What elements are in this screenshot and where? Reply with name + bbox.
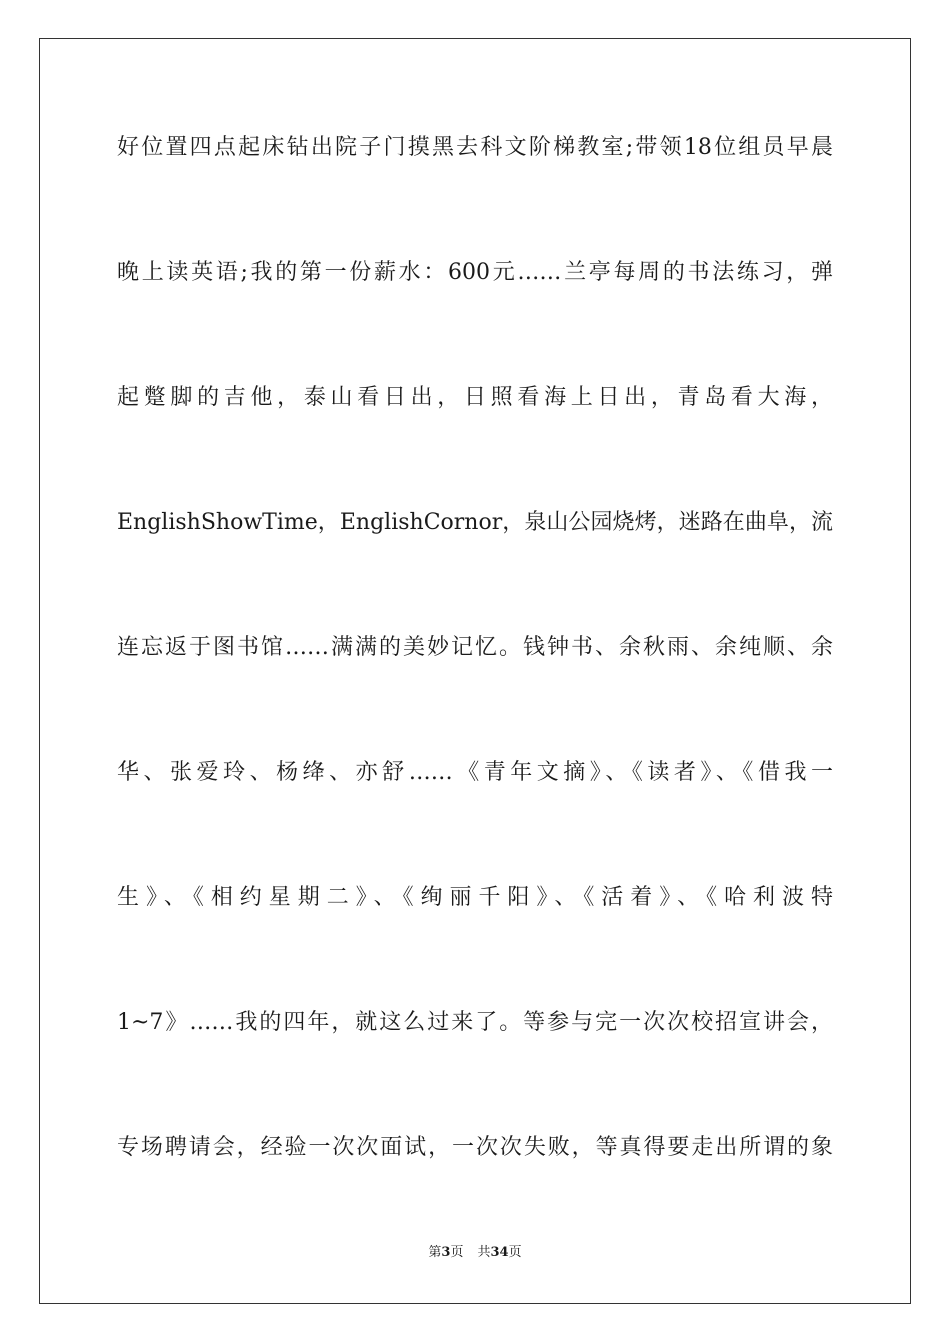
text-line: 连忘返于图书馆……满满的美妙记忆。钱钟书、余秋雨、余纯顺、余 bbox=[117, 635, 833, 660]
text-line: 好位置四点起床钻出院子门摸黑去科文阶梯教室;带领18位组员早晨 bbox=[117, 135, 833, 160]
page-prefix: 第 bbox=[428, 1245, 442, 1260]
total-pages: 34 bbox=[490, 1245, 509, 1260]
text-line: 专场聘请会，经验一次次面试，一次次失败，等真得要走出所谓的象 bbox=[117, 1135, 833, 1160]
page-number: 3 bbox=[441, 1245, 451, 1260]
total-suffix: 页 bbox=[508, 1245, 522, 1260]
page-border bbox=[39, 38, 911, 1304]
page-suffix: 页 bbox=[450, 1245, 464, 1260]
total-prefix: 共 bbox=[477, 1245, 491, 1260]
text-line: 起蹩脚的吉他，泰山看日出，日照看海上日出，青岛看大海， bbox=[117, 385, 833, 410]
page-footer bbox=[0, 1244, 950, 1262]
text-line: 1~7》……我的四年，就这么过来了。等参与完一次次校招宣讲会， bbox=[117, 1010, 833, 1035]
text-line: EnglishShowTime，EnglishCornor，泉山公园烧烤，迷路在曲阜，流 bbox=[117, 510, 833, 535]
text-line: 晚上读英语;我的第一份薪水：600元……兰亭每周的书法练习，弹 bbox=[117, 260, 833, 285]
text-line: 华、张爱玲、杨绛、亦舒……《青年文摘》、《读者》、《借我一 bbox=[117, 760, 833, 785]
text-line: 生》、《相约星期二》、《绚丽千阳》、《活着》、《哈利波特 bbox=[117, 885, 833, 910]
